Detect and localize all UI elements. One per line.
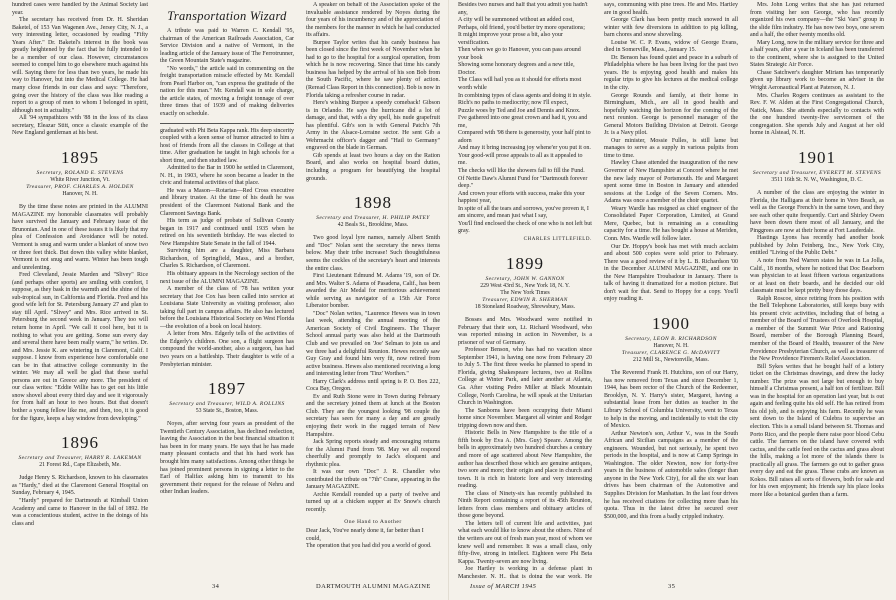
page-number-right: 35 (668, 583, 676, 590)
poem-line: I've gathered into one great crown and had it, you and me, (458, 115, 588, 129)
paragraph: Admitted to the Bar in 1900 he settled in Claremont, N. H., in 1903, where he soon became a leader in the civic and fraternal activities of that place. (160, 165, 294, 187)
secretary-line: Secretary, JOHN W. GANNON (485, 275, 565, 282)
class-year-heading: 1895 (61, 147, 99, 167)
paragraph: First Lieutenant Edmund M. Adams '19, son of Dr. and Mrs. Walter S. Adams of Pasadena, Calif., has been awarded the Air Medal for meritorious achievement while serving as navigator of a 15th Air Force Liberator bomber. (306, 273, 440, 310)
paragraph: Joe Hartley is working in a defense plant in Manchester, N. H., that is doing the war work. He (458, 566, 592, 578)
paragraph: Mary Long, now in the military service for three and a half years, after a year in Iceland has been transferred to the continent, where she is assigned to the United States Strategic Air Force. (750, 39, 884, 69)
paragraph: The secretary has received from Dr. H. Sheridan Baketel, of 153 Van Wagenen Ave., Jersey City, N. J., a very interesting letter, occasioned by reading "Fifty Years After." Dr. Baketel's interest in the book was greatly heightened by the fact that he fully intended to be a member of our class. However, circumstances seemed to compel him to go elsewhere much against his will. Saying there for less than two years, he made his way to Hanover, but into the Medical College. He had many close friends in our class and says: "Therefore, going over the history of the class was like reading a report to a group of men to whom I belonged in spirit, although not in actuality." (12, 17, 148, 114)
treasurer-line: Treasurer, EDWIN R. SHERMAN (482, 296, 568, 303)
paragraph: Louise W. C. P. Evans, widow of George Evans, died in Somerville, Mass., January 15. (604, 39, 738, 54)
paragraph: A speaker on behalf of the Association spoke of the invaluable assistance rendered by Noyes during the four years of his incumbency and of the appreciation of the members for the manner in which he had conducted its affairs. (306, 2, 440, 39)
poem-heading: One Hand to Another (344, 518, 402, 525)
paragraph: Noyes, after serving four years as president of the Twentieth Century Association, has declined reelection, leaving the Association in the best financial situation it has been in for many years. He says that he has made many pleasant contacts and that his hard work has brought him many satisfactions. Among other things he has joined prominent persons in signing a letter to the Earl of Halifax asking him to transmit to his government their request for the release of Nehru and other Indian leaders. (160, 421, 294, 496)
treasurer-line: Treasurer, PROF. CHARLES A. HOLDEN (26, 184, 134, 191)
poem-line: Then when we go to Hanover, you can pass around your book (458, 47, 581, 61)
paragraph: It was our own "Doc" J. R. Chandler who contributed the tribute on "7th" Crane, appearing in the January MAGAZINE. (306, 469, 440, 491)
poem (306, 528, 440, 551)
address-line: 42 Beals St., Brookline, Mass. (337, 222, 409, 229)
left-column-3 (306, 2, 440, 578)
poem-line: Puzzle woes by Ted and Joe and Dennis and Knox. (458, 107, 581, 114)
poem-line: Besides two nurses and half that you admit you hadn't any, (458, 2, 588, 16)
paragraph: A tribute was paid to Warren C. Kendall '95, chairman of the American Railroads Association, Car Service Division and a native of Vermont, in the leading article of the January issue of The Ferrotrunner, the Green Mountain State's magazine. (160, 28, 294, 65)
paragraph: Chase Satchwer's daughter Miriam has temporarily given up library work to become an adviser in the Wright Aeronautical Plant at Paterson, N. J. (750, 69, 884, 92)
page-gutter (448, 0, 449, 600)
address-line: 212 Mill St., Newtonville, Mass. (632, 357, 709, 364)
poem-line: You'll find enclosed the check of one who is not left but gray. (458, 220, 592, 235)
paragraph: A note from Ned Warren states he was in La Jolla, Calif., 18 months, where he noticed that Doc Bearborn was physician to at least fifteen various organizations or at least on their boards, and he decided our old classmate must be kept pretty busy those days. (750, 257, 884, 295)
paragraph: Bill Sykes writes that he bought half of a lottery ticket on the Christmas drawings, and drew the lucky number. The prize was not large but enough to buy himself a Christmas present, a half ton of fertilizer. Bill was in the hospital for an operation last year, but is out again and feeling quite his old self. He has retired from his old job, and is enjoying his farm. Recently he was sent down to the Island of Culebra to supervise an election. This is a small island between St. Thomas and Porto Rico, and the people there raise poor blood Cebu cattle. The farmers on the island have covered with cactus, and the cattle feed on the cactus and grass about the hills, making a lot more of the islands there is practically all grass. The farmers go out to gather grass every day and eat the grass. These crabs are known as Kokos. Bill raises all sorts of flowers, both for sale and for his own enjoyment; his friends say his place looks more like a botanical garden than a farm. (750, 363, 884, 498)
secretary-line: Secretary and Treasurer, H. PHILIP PATEY (316, 215, 430, 222)
divider (160, 123, 294, 124)
paragraph: Arthur Newton's son, Arthur V., was in the South African and Sicilian campaigns as a member of the engineers. Wounded, but not seriously, he spent two periods in the hospital, and is now at Camp Springs in Washington. The older Newton, now for forty-five years in the business of automobile sales (longer than anyone in the New York City), for all the six war loan drives has been chairman of the Automotive and Supplies Division for Manhattan. In the last four drives he has received citations for collecting more than his quota. Thus in the latest drive he secured over $500,000, and this from a badly crippled industry. (604, 430, 738, 520)
poem-line: Perhaps, old friend, you'd better try more operations; (458, 24, 585, 31)
poem-line: The checks will like the showers fall to fill the Fund. (458, 168, 585, 175)
issue-footer: Issue of MARCH 1945 (470, 583, 537, 590)
class-year-heading: 1901 (798, 147, 836, 167)
paragraph: A member of the class of '78 has written your secretary that Joe Cox has been called into service at Louisiana State University as visiting professor, also taking full part in campus affairs. He also has lectured before the Louisiana Historical Society on West Florida—the evolution of a book on local history. (160, 286, 294, 330)
poem-line: And crown your efforts with success, make this your happiest year, (458, 190, 585, 205)
address-line: 21 Forest Rd., Cape Elizabeth, Me. (39, 462, 121, 469)
poem-line: The Class will hail you as it should for efforts most worth while (458, 77, 582, 92)
class-year-heading: 1897 (208, 379, 246, 399)
poem-signature: CHARLES LITTLEFIELD. (523, 236, 592, 242)
paragraph: A number of the class are enjoying the winter in Florida, the Halligans at their home in Vero Beach, as well as the George French's in the same town, and they see each other quite frequently. Curt and Shirley Owen have been down there most of all January, and the Pinggrees are now at their home at Fort Lauderdale. (750, 190, 884, 234)
paragraph: His obituary appears in the Necrology section of the next issue of the ALUMNI MAGAZINE. (160, 270, 294, 285)
magazine-footer: DARTMOUTH ALUMNI MAGAZINE (316, 583, 431, 590)
paragraph: Our Dr. Hoppy's book has met with much acclaim and about 500 copies were sold prior to February. There was a good review of it by L. B. Richardson '00 in the December ALUMNI MAGAZINE, and one in the New Hampshire Troubadour in January. There is talk of having it dramatized for a motion picture. But don't wait for that. Send to Hoppy for a copy. You'll enjoy reading it. (604, 243, 738, 303)
poem-line: In combining types of class agents and doing it in style. (458, 92, 592, 99)
paragraph: Surviving him are a daughter, Miss Barbara Richardson, of Springfield, Mass., and a brother, Charles S. Richardson, of Claremont. (160, 248, 294, 270)
poem (458, 2, 592, 236)
paragraph: Mrs. Charles Rogers continues as assistant to the Rev. F. W. Alden at the First Congregational Church, Natick, Mass. She attends especially to contacts with the one hundred twenty-five servicemen of the congregation. She spends July and August at her old home in Alstead, N. H. (750, 92, 884, 137)
poem-line: In spite of all the tears and sorrows, you've proven it, I am sincere, and mean just what I say, (458, 205, 589, 220)
poem-line: It might improve your prose a bit, also your versification. (458, 32, 563, 46)
paragraph: Here's wishing Burpee a speedy comeback! Gibson is in Orlando. He says the hurricane did a lot of damage, and that, with a dry spell, his nude grapefruit has plentiful. Gib's son is with General Patch's 7th Army in the Alsace-Lorraine sector. He sent Gib a Wehrmacht officer's dagger and "Hail to Germany" engraved on the blade in German. (306, 100, 440, 152)
secretary-line: Secretary, LEON B. RICHARDSON (625, 335, 717, 342)
paragraph: Professor Benson, who has had no vacation since September 1941, is having one now from February 20 to July 5. The first three weeks he planned to spend in Florida, giving Shakespeare lectures, two at Rollins College at Winter Park, and later another at Atlanta, Ga. After visiting Pedro Miller at Black Mountain College, North Carolina, he will speak at the Unitarian Church in Washington. (458, 347, 592, 407)
address-line: White River Junction, Vt. (50, 176, 110, 183)
paragraph: graduated with Phi Beta Kappa rank. His deep sincerity coupled with a keen sense of humor attracted to him a host of friends from all the classes in College at that time. After graduation he taught in high schools for a short time, and then studied law. (160, 127, 294, 164)
paragraph: Our minister, Mossie Fulles, is still lame but manages to serve as a supply in various pulpits from time to time. (604, 137, 738, 159)
poem-line: Dear Jack, You've nearly done it, far better than I could, (306, 528, 424, 542)
paragraph: Mrs. John Long writes that she has just returned from visiting her son George, who has recently organized his own company—the "Ski Vars" group in the slide film industry. He has now two boys, one seven and a half, the other twenty months old. (750, 2, 884, 39)
paragraph: Burpee Taylor writes that his candy business has been closed since the first week of November when he had to go to the hospital for a surgical operation, from which he is now recovering. Since that time his candy business has helped by the arrival of his son Bob from the South Pacific, where he saw plenty of action. (Reread Class Report in this connection). Bob is now in Florida taking a refresher course in radar. (306, 39, 440, 99)
poem-line: And may it bring increasing joy whene'er you put it on. (458, 145, 591, 152)
poem-line: Of Nettie Daw's Alumni Fund for "Dartmouth forever deep." (458, 175, 588, 190)
paragraph: "No words," the article said in commenting on the freight transportation miracle effected by Mr. Kendall from Pearl Harbor on, "can express the gratitude of the nation for this man." Mr. Kendall was in sole charge, the article states, of moving a freight tonnage of over three times that of 1939 and of making deliveries exactly on schedule. (160, 65, 294, 118)
paragraph: "Hardy" prepared for Dartmouth at Kimball Union Academy and came to Hanover in the fall of 1892. He was a conscientious student, active in the doings of his class and (12, 497, 148, 527)
paragraph: George Rounds and family, at their home in Birmingham, Mich., are all in good health and hopefully watching the horizon for the coming of the next reunion. George is personnel manager of the General Motors Building Division at Detroit. George Jr. is a Navy pilot. (604, 92, 738, 137)
right-column-1 (458, 2, 592, 578)
secretary-line: Secretary, ROLAND E. STEVENS (36, 169, 124, 176)
left-column-1 (12, 2, 148, 578)
right-column-3 (750, 2, 884, 578)
poem-line: Compared with '98 there is generosity, your half pint to adorn (458, 130, 591, 144)
page-number-left: 34 (212, 583, 220, 590)
paragraph: Fred Cleveland, Jessie Marden and "Slivey" Rice (and perhaps other sports) are smiling with comfort, I suppose, as they bask in the warmth and the shine of the sub-tropical sun, in California and Florida. Fred and his good wife left for St. Petersburg January 27 and plan to stay till April. "Slivey" and Mrs. Rice arrived in St. Petersburg the second week in January. They too will return home in April. "We call it cool here, but it is nothing to what you are getting. Some sun every day and several there have been really warm," he writes. Dr. and Mrs. Jessie K. are wintering in Claremont, Calif. I suppose. I know from experience how comfortable one can be in that attractive college community in the winter. We may all well be glad that these useful persons are out in Greece any more. The president of our class writes: "Eddie Willie has to get out his little snow shovel about every third day and see it vigorously for from half an hour to two hours. But that doesn't bother a young fellow like me, and then, too, it is good for the figure, keeps a hay window from developing." (12, 272, 148, 422)
class-year-heading: 1898 (354, 193, 392, 213)
paragraph: says, communing with pine trees. He and Mrs. Hartley are in good health. (604, 2, 738, 16)
paragraph: Bosses and Mrs. Woodward were notified in February that their son, Lt. Richard Woodward, who was reported missing in action in November, is a prisoner of war of Germany. (458, 317, 592, 346)
address-line: 18 Stoneland Roadway, Shrewsbury, Mass. (474, 303, 576, 310)
poem-line: Rich's no paths to mediocrity; now I'll expect, (458, 100, 569, 107)
class-year-heading: 1896 (61, 433, 99, 453)
article-title: Transportation Wizard (167, 9, 287, 23)
poem-line: A city will be summoned without an added cost, (458, 17, 574, 24)
paragraph: Archie Kendall rounded up a party of twelve and turned up at a chicken supper at Ev Snow's church recently. (306, 491, 440, 514)
paragraph: "Doc" Nolan writes, "Laurence Hewes was in town last week, attending the annual meeting of the American Society of Civil Engineers. The Thayer School annual party was also held at the Dartmouth Club and we prevailed on 'Joe' Selman to join us and we three had a delightful Reunion. Hewes recently saw Guy Gray and found him very fit, now retired from active business. Hewes also mentioned receiving a long and interesting letter from 'Tinz' Worthen." (306, 310, 440, 378)
paragraph: Harry Clark's address until spring is P. O. Box 222, Coca Bay, Oregon. (306, 378, 440, 393)
left-column-2 (160, 2, 294, 578)
address-line: Hanover, N. H. (653, 342, 689, 349)
paragraph: Historic Bells in New Hampshire is the title of a fifth book by Eva A. (Mrs. Guy) Speare. Among the bells in approximately two hundred churches a century and more of age scattered about New Hampshire, the author has described those which are genuine antiques, two sore and more; their origin and place in church and town. It is rich in historic lore and very interesting reading. (458, 430, 592, 490)
paragraph: A letter from Mrs. Edgerly tells of the activities of the Edgerly's children. One son, a flight surgeon has compound the world-another, also a surgeon, has had two years on a battleship. Their daughter is wife of a Presbyterian minister. (160, 331, 294, 368)
poem-line: Showing some honorary degrees and a new title, Doctor. (458, 62, 575, 76)
paragraph: Gib spends at least two hours a day on the Ration Board, and also works on hospital board duties, including a program for beautifying the hospital grounds. (306, 152, 440, 182)
paragraph: Two good loyal lyre names, namely Albert Smith and "Doc" Nolan sent the secretary the news items below. May their tribe increase! Such thoughtfulness seems the cockles of the secretary's heart and interests the entire class. (306, 235, 440, 272)
right-column-2 (604, 2, 738, 578)
class-year-heading: 1900 (652, 313, 690, 333)
paragraph: Hawley Chase attended the inauguration of the new Governor of New Hampshire at Concord where he met the new lady mayor of Portsmouth. He and Margaret spent some time in Boston in January and attended sessions at the Lodge of the Seven Corners. Mrs. Adams was once a member of the choir quartet. (604, 160, 738, 205)
paragraph: All '94 sympathizes with '88 in the loss of its class secretary, Eleazar Stitt, once a classic example of the New England gentleman at his best. (12, 115, 148, 137)
address-line: The New York Times (500, 289, 550, 296)
class-year-heading: 1899 (506, 253, 544, 273)
paragraph: Jack Spring reports steady and encouraging returns for the Alumni Fund from '98. May we all respond cheerfully and promptly to Jack's eloquent and rhythmic plea. (306, 439, 440, 468)
secretary-line: Secretary and Treasurer, EVERETT M. STEVENS (752, 169, 882, 176)
paragraph: The class of Ninety-six has recently published its Ninth Report containing a report of its 45th Reunion, letters from class members and obituary articles of those gone beyond. (458, 490, 592, 520)
address-line: Hanover, N. H. (62, 191, 98, 198)
paragraph: George Clark has been pretty much snowed in all winter with few diversions in addition to pig killing, barn chores and snow shoveling. (604, 17, 738, 39)
paragraph: His term as judge of probate of Sullivan County began in 1917 and continued until 1935 when he retired on his seventieth birthday. He was elected to New Hampshire State Senate in the fall of 1944. (160, 218, 294, 247)
paragraph: The Sanborns have been occupying their Miami home since November. Margaret all winter and Rodger tripping down now and then. (458, 407, 592, 429)
paragraph: Ralph Roscoe, since retiring from his position with the Bell Telephone Laboratories, still keeps busy with his present civic activities, including that of being a member of the Board of Trustees of Overlook Hospital, a member of the Summit War Price and Rationing Board, member of the Borough Planning Board, member of the Board of Health, treasurer of the New Providence Presbyterian Church, as well as treasurer of the New Providence Firemen's Relief Association. (750, 295, 884, 363)
paragraph: Dr. Benson has found quiet and peace in a suburb of Philadelphia where he has been living for the past two years. He is enjoying good health and makes his regular trips to give his lectures at the medical college in the city. (604, 54, 738, 92)
paragraph: Hastings Lyons has recently had another book published by John Feinberg, Inc., New York City, entitled "Living of the Public Debt." (750, 235, 884, 257)
poem-line: The operation that you had did you a world of good. (306, 543, 432, 550)
paragraph: Weary Wardle has resigned as chief engineer of the Consolidated Paper Corporation, Limited, at Grand Mere, Quebec, but is remaining as a consulting capacity for a time. He has bought a house at Meriden, Conn. Mrs. Wardle will follow later. (604, 205, 738, 242)
secretary-line: Secretary and Treasurer, HARRY R. LAKEMAN (18, 455, 142, 462)
paragraph: He was a Mason—Rotarian—Red Cross executive and library trustee. At the time of his death he was president of the Claremont National Bank and the Claremont Savings Bank. (160, 187, 294, 217)
paragraph: hundred cases were handled by the Animal Society last year. (12, 2, 148, 16)
secretary-line: Secretary and Treasurer, WILD A. ROLLINS (169, 401, 285, 408)
paragraph: By the time these notes are printed in the ALUMNI MAGAZINE my honorable classmates will probably have survived the January and February issue of the Brunonian. And in one of these issues it is likely that my plea of Confession and Avoidance will be noted. Vermont is snug and warm under a blanket of snow two or three feet thick. But down this valley white blanket, Vermont is not snug and warm. Winter has been tough and unrelenting. (12, 204, 148, 271)
address-line: 53 State St., Boston, Mass. (195, 408, 259, 415)
paragraph: The Reverend Frank H. Hutchins, son of our Harry, has now removed from Texas and since December 1, 1944, has been rector of the Church of the Redeemer, Brooklyn, N. Y. Harry's sister, Margaret, having a substantial lease from her duties as teacher in the Library School of Columbia University, went to Texas to help in the moving, and incidentally to visit the city of Mexico. (604, 370, 738, 430)
paragraph: Ev and Ruth Stone were in Town during February and the secretary joined them at lunch at the Boston Club. They are the youngest looking '98 couple the secretary has seen for many a day and are greatly enjoying their work in the rugged terrain of New Hampshire. (306, 393, 440, 438)
paragraph: Judge Henry S. Richardson, known to his classmates as "Hardy," died at the Claremont General Hospital on Sunday, February 4, 1945. (12, 475, 148, 497)
address-line: 3511 16th St. N. W., Washington, D. C. (771, 176, 863, 183)
poem-line: Your good-will prose appeals to all as it appealed to me. (458, 152, 583, 167)
paragraph: The letters tell of current life and activities, just what each would like to know about the others. Nine of the writers are out of fresh man year, most of whom we knew well and remember. It was a small class, only fifty-five, strong in intellect. Eighteen were Phi Beta Kappa. Twenty-seven are now living. (458, 520, 592, 565)
address-line: 229 West 43rd St., New York 18, N. Y. (480, 282, 570, 289)
treasurer-line: Treasurer, CLARENCE G. McDAVITT (621, 350, 721, 357)
